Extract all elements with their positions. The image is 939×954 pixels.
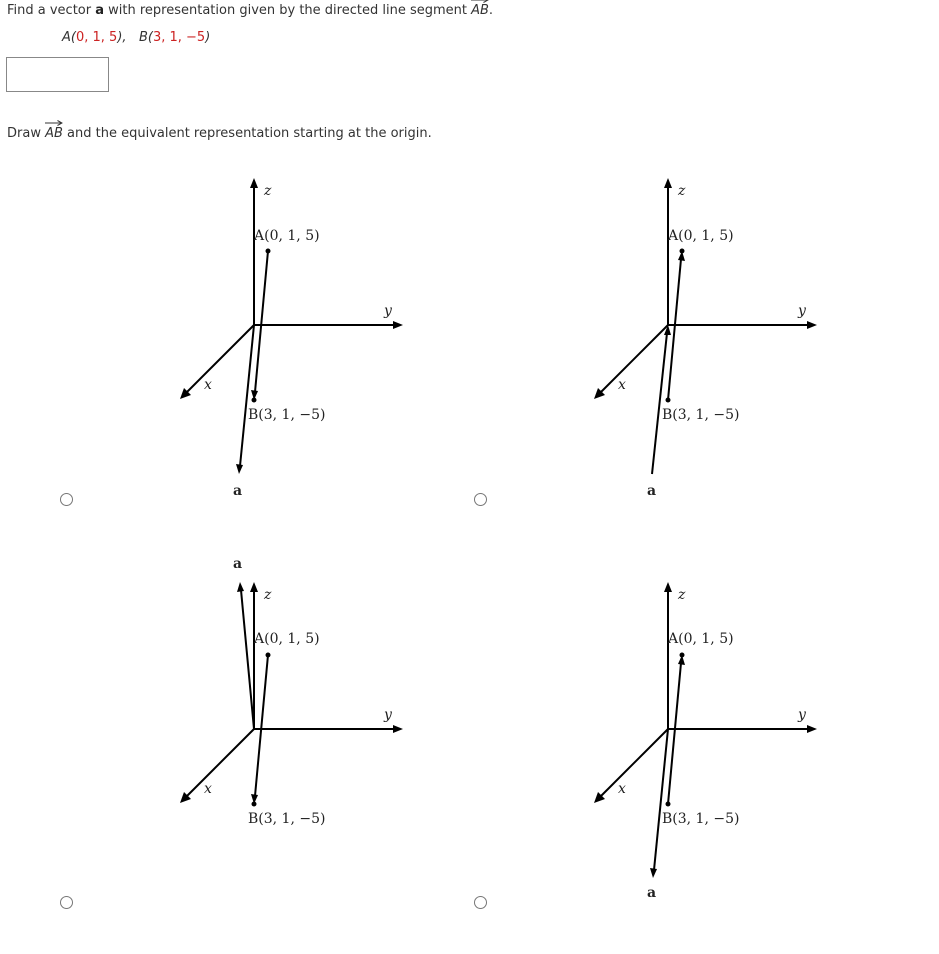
instruction-text: Draw bbox=[7, 126, 46, 141]
option-3-plot bbox=[170, 574, 550, 954]
x-axis-label: x bbox=[204, 781, 212, 797]
point-a-label: A(0, 1, 5) bbox=[668, 631, 734, 647]
z-axis-label: z bbox=[264, 183, 272, 199]
vector-a bbox=[652, 333, 667, 474]
draw-instruction bbox=[7, 126, 432, 141]
point-a-close: ), bbox=[117, 30, 127, 45]
point-a-label: A(0, 1, 5) bbox=[668, 228, 734, 244]
z-axis-label: z bbox=[678, 183, 686, 199]
option-1-plot bbox=[170, 170, 550, 550]
segment-ab bbox=[255, 655, 268, 796]
point-b-close: ) bbox=[205, 30, 211, 45]
vector-arrow-icon bbox=[471, 0, 489, 3]
point-b-label: B(3, 1, −5) bbox=[662, 407, 740, 423]
y-axis-label: y bbox=[384, 303, 392, 319]
x-axis bbox=[600, 325, 668, 393]
vector-a bbox=[654, 729, 668, 870]
point-a-dot bbox=[266, 653, 271, 658]
point-b-dot bbox=[252, 802, 257, 807]
z-axis-label: z bbox=[678, 587, 686, 603]
point-b-label: B(3, 1, −5) bbox=[248, 811, 326, 827]
x-axis-label: x bbox=[618, 377, 626, 393]
segment-ab-symbol bbox=[471, 3, 489, 18]
instruction-text-2: and the equivalent representation starting at the origin. bbox=[62, 126, 432, 141]
x-axis bbox=[186, 325, 254, 393]
vector-a-arrowhead bbox=[237, 582, 244, 592]
y-axis-label: y bbox=[798, 707, 806, 723]
vector-arrow-icon bbox=[45, 120, 63, 126]
point-b-label: B( bbox=[138, 30, 153, 45]
point-a-label: A(0, 1, 5) bbox=[254, 631, 320, 647]
option-4-graph bbox=[584, 574, 939, 954]
vector-a-arrowhead bbox=[664, 325, 671, 335]
z-axis-arrowhead bbox=[664, 178, 672, 188]
option-3-radio[interactable] bbox=[60, 896, 73, 909]
option-2-graph bbox=[584, 170, 939, 550]
prompt-text: Find a vector bbox=[7, 3, 96, 18]
vector-a-label: a bbox=[647, 885, 657, 901]
option-3-graph bbox=[170, 556, 550, 954]
point-b-coords: 3, 1, −5 bbox=[152, 30, 206, 45]
given-points bbox=[62, 30, 210, 45]
prompt-period: . bbox=[488, 3, 494, 18]
y-axis-arrowhead bbox=[807, 321, 817, 329]
z-axis-arrowhead bbox=[250, 582, 258, 592]
point-a-label: A(0, 1, 5) bbox=[254, 228, 320, 244]
point-b-dot bbox=[666, 398, 671, 403]
point-a-label: A( bbox=[62, 30, 76, 45]
y-axis-arrowhead bbox=[807, 725, 817, 733]
x-axis-label: x bbox=[618, 781, 626, 797]
y-axis-label: y bbox=[384, 707, 392, 723]
vector-a-label: a bbox=[233, 556, 243, 572]
option-1-radio[interactable] bbox=[60, 493, 73, 506]
option-2-plot bbox=[584, 170, 939, 550]
segment-ab bbox=[668, 259, 681, 400]
point-b-dot bbox=[252, 398, 257, 403]
vector-a-label: a bbox=[233, 483, 243, 499]
y-axis-label: y bbox=[798, 303, 806, 319]
y-axis-arrowhead bbox=[393, 725, 403, 733]
vector-a-arrowhead bbox=[650, 868, 657, 878]
x-axis bbox=[600, 729, 668, 797]
segment-ab bbox=[255, 251, 268, 392]
vector-a bbox=[240, 325, 254, 466]
y-axis-arrowhead bbox=[393, 321, 403, 329]
z-axis-arrowhead bbox=[664, 582, 672, 592]
point-a-dot bbox=[266, 249, 271, 254]
point-a-dot bbox=[680, 249, 685, 254]
vector-a-arrowhead bbox=[236, 464, 243, 474]
point-a-coords: 0, 1, 5 bbox=[75, 30, 118, 45]
vector-a bbox=[241, 590, 254, 729]
point-b-label: B(3, 1, −5) bbox=[662, 811, 740, 827]
instruction-segment-ab bbox=[45, 126, 63, 141]
vector-answer-input[interactable] bbox=[6, 57, 109, 92]
z-axis-label: z bbox=[264, 587, 272, 603]
vector-a-symbol: a bbox=[95, 3, 105, 18]
point-b-label: B(3, 1, −5) bbox=[248, 407, 326, 423]
option-4-plot bbox=[584, 574, 939, 954]
question-prompt bbox=[7, 3, 493, 18]
x-axis-label: x bbox=[204, 377, 212, 393]
instruction-segment-text: AB bbox=[45, 126, 63, 141]
z-axis-arrowhead bbox=[250, 178, 258, 188]
vector-a-label: a bbox=[647, 483, 657, 499]
point-a-dot bbox=[680, 653, 685, 658]
segment-ab-text: AB bbox=[471, 3, 489, 18]
option-1-graph bbox=[170, 170, 550, 550]
x-axis bbox=[186, 729, 254, 797]
prompt-text-2: with representation given by the directed line segment bbox=[104, 3, 472, 18]
point-b-dot bbox=[666, 802, 671, 807]
segment-ab bbox=[668, 663, 681, 804]
